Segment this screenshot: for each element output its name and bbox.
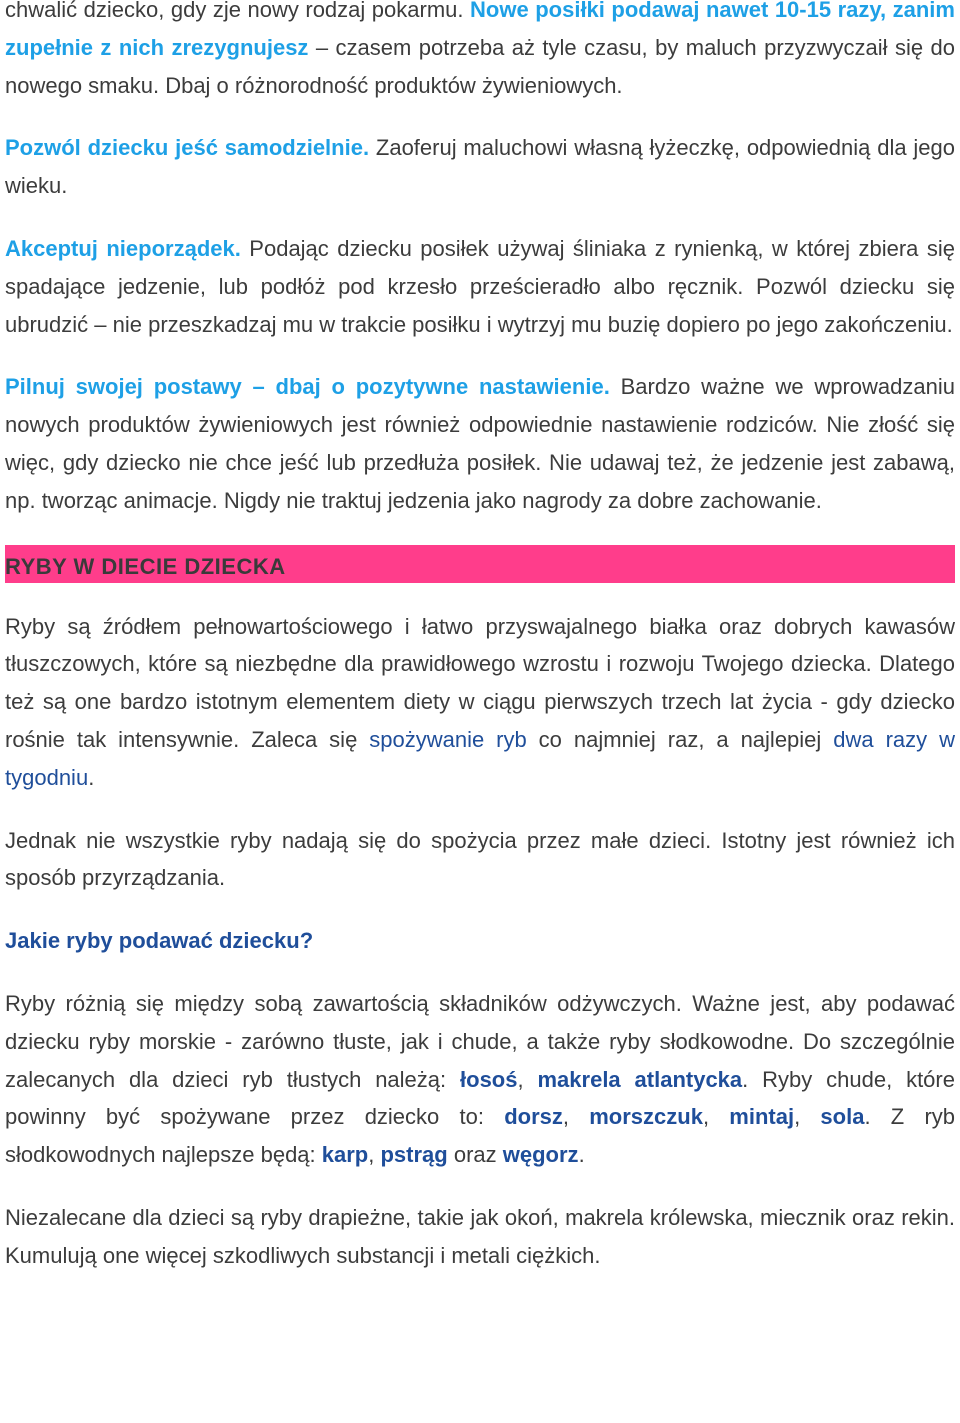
paragraph-text: Bardzo ważne we wprowadzaniu nowych produktów żywieniowych jest również odpowiednie nastawienie rodziców. Nie złość się więc, gdy dziecko nie chce jeść lub przedłuża posiłek. Nie udawaj też, że jedzenie jest zabawą, np. tworząc animacje. Nigdy nie traktuj jedzenia jako nagrody za dobre zachowanie. xyxy=(5,374,955,513)
paragraph-text: . xyxy=(88,764,95,790)
paragraph-fish-intro xyxy=(5,608,955,797)
separator: , xyxy=(368,1142,381,1168)
fish-name-salmon[interactable]: łosoś xyxy=(460,1066,518,1092)
paragraph-fish-suitability xyxy=(5,822,955,898)
fish-name-hake[interactable]: morszczuk xyxy=(589,1104,703,1130)
highlight-new-meals: Nowe posiłki podawaj nawet 10-15 razy, zanim zupełnie z nich zrezygnujesz xyxy=(5,0,955,60)
separator: , xyxy=(794,1104,821,1130)
paragraph-text: . Z ryb słodkowodnych najlepsze będą: xyxy=(5,1104,956,1168)
paragraph-text: Zaoferuj maluchowi własną łyżeczkę, odpowiednią dla jego wieku. xyxy=(5,135,955,199)
separator: . xyxy=(578,1142,585,1168)
fish-name-carp[interactable]: karp xyxy=(321,1142,369,1168)
paragraph-attitude xyxy=(5,368,955,519)
highlight-mess: Akceptuj nieporządek. xyxy=(5,235,241,261)
paragraph-text: Ryby różnią się między sobą zawartością składników odżywczych. Ważne jest, aby podawać dziecku ryby morskie - zarówno tłuste, jak i chude, a także ryby słodkowodne. Do szczególnie zalecanych dla dzieci ryb tłustych należą: xyxy=(5,990,955,1092)
separator: , xyxy=(702,1104,730,1130)
fish-name-trout[interactable]: pstrąg xyxy=(380,1142,448,1168)
separator: , xyxy=(562,1104,590,1130)
highlight-attitude: Pilnuj swojej postawy – dbaj o pozytywne nastawienie. xyxy=(5,374,610,400)
paragraph-text: co najmniej raz, a najlepiej xyxy=(526,726,834,752)
paragraph-text: Ryby są źródłem pełnowartościowego i łatwo przyswajalnego białka oraz dobrych kawasów tłuszczowych, które są niezbędne dla prawidłowego wzrostu i rozwoju Twojego dziecka. Dlatego też są one bardzo istotnym elementem diety w ciągu pierwszych trzech lat życia - gdy dziecko rośnie tak intensywnie. Zaleca się xyxy=(5,613,955,752)
paragraph-fish-types xyxy=(5,985,955,1174)
fish-name-cod[interactable]: dorsz xyxy=(504,1104,563,1130)
link-eating-fish[interactable]: spożywanie ryb xyxy=(369,726,527,752)
paragraph-fish-not-recommended xyxy=(5,1199,955,1275)
subheading-which-fish: Jakie ryby podawać dziecku? xyxy=(5,928,314,954)
paragraph-self-feeding xyxy=(5,129,955,205)
document-page xyxy=(5,0,955,1300)
paragraph-mess xyxy=(5,230,955,343)
section-header-bar xyxy=(5,545,955,583)
separator: , xyxy=(517,1066,538,1092)
paragraph-text: Niezalecane dla dzieci są ryby drapieżne, takie jak okoń, makrela królewska, miecznik oraz rekin. Kumulują one więcej szkodliwych substancji i metali ciężkich. xyxy=(5,1204,955,1268)
paragraph-text: oraz xyxy=(447,1142,503,1168)
paragraph-text: chwalić dziecko, gdy zje nowy rodzaj pokarmu. xyxy=(5,0,471,22)
fish-name-pollock[interactable]: mintaj xyxy=(729,1104,795,1130)
link-twice-a-week[interactable]: dwa razy w tygodniu xyxy=(5,726,955,790)
fish-name-mackerel[interactable]: makrela atlantycka xyxy=(537,1066,743,1092)
paragraph-text: Jednak nie wszystkie ryby nadają się do spożycia przez małe dzieci. Istotny jest również ich sposób przyrządzania. xyxy=(5,827,955,891)
paragraph-text: . Ryby chude, które powinny być spożywane przez dziecko to: xyxy=(5,1066,955,1130)
paragraph-new-meals xyxy=(5,0,955,104)
section-title: RYBY W DIECIE DZIECKA xyxy=(5,553,286,579)
highlight-self-feeding: Pozwól dziecku jeść samodzielnie. xyxy=(5,135,370,161)
paragraph-text: – czasem potrzeba aż tyle czasu, by maluch przyzwyczaił się do nowego smaku. Dbaj o różnorodność produktów żywieniowych. xyxy=(5,34,955,98)
fish-name-eel[interactable]: węgorz xyxy=(502,1142,579,1168)
fish-name-sole[interactable]: sola xyxy=(820,1104,865,1130)
paragraph-text: Podając dziecku posiłek używaj śliniaka z rynienką, w której zbiera się spadające jedzenie, lub podłóż pod krzesło prześcieradło albo ręcznik. Pozwól dziecku się ubrudzić – nie przeszkadzaj mu w trakcie posiłku i wytrzyj mu buzię dopiero po jego zakończeniu. xyxy=(5,235,955,337)
